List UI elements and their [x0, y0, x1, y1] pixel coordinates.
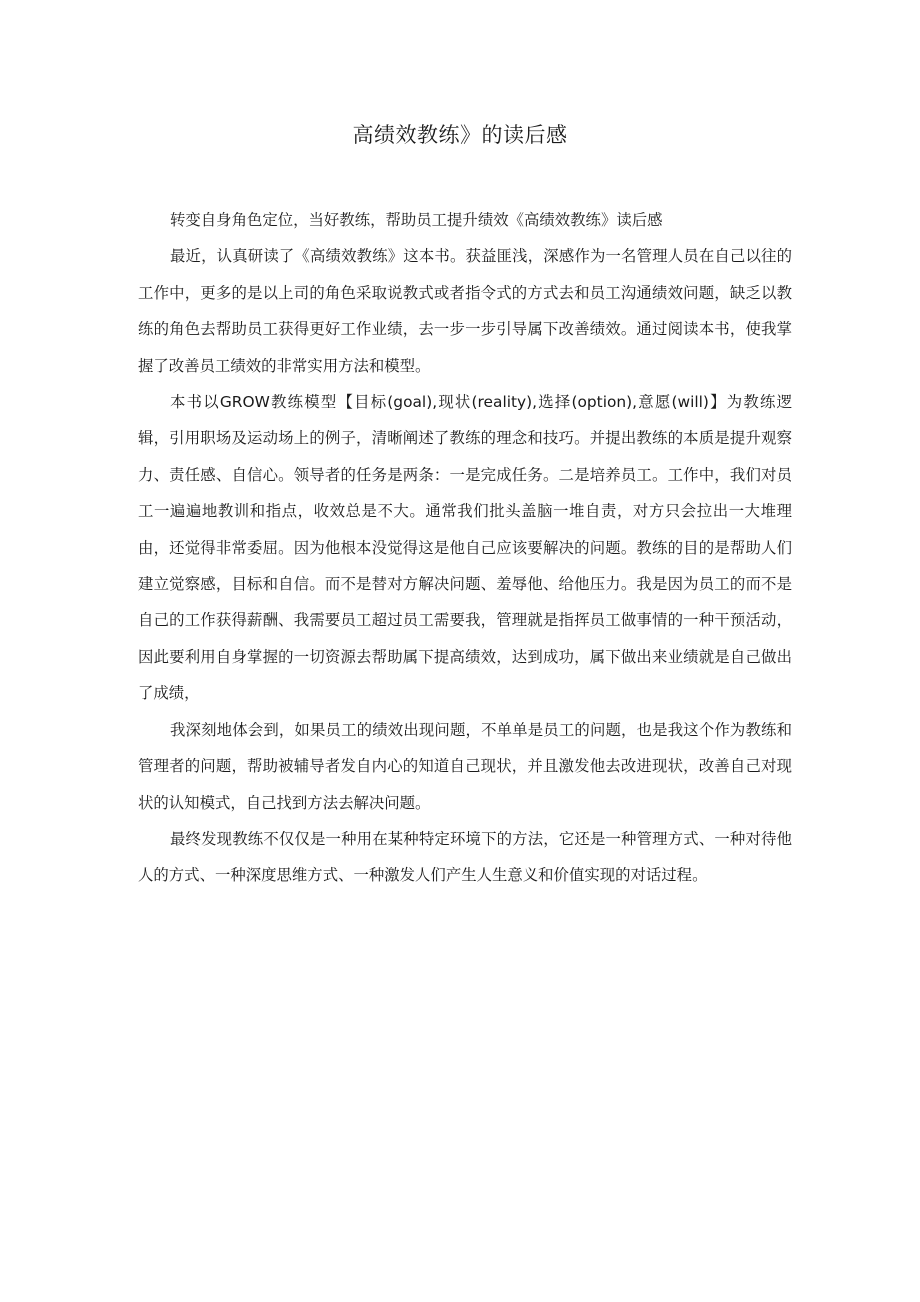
paragraph-subtitle: 转变自身角色定位，当好教练，帮助员工提升绩效《高绩效教练》读后感 [170, 211, 663, 229]
document-body [138, 202, 792, 894]
document-title: 高绩效教练》的读后感 [352, 123, 568, 147]
paragraph-conclusion: 最终发现教练不仅仅是一种用在某种特定环境下的方法，它还是一种管理方式、一种对待他人的方式、一种深度思维方式、一种激发人们产生人生意义和价值实现的对话过程。 [138, 829, 792, 885]
paragraph-introduction: 最近，认真研读了《高绩效教练》这本书。获益匪浅，深感作为一名管理人员在自己以往的工作中，更多的是以上司的角色采取说教式或者指令式的方式去和员工沟通绩效问题，缺乏以教练的角色去帮助员工获得更好工作业绩，去一步一步引导属下改善绩效。通过阅读本书，使我掌握了改善员工绩效的非常实用方法和模型。 [138, 247, 792, 375]
paragraph-grow-model: 本书以GROW教练模型【目标(goal),现状(reality),选择(option),意愿(will)】为教练逻辑，引用职场及运动场上的例子，清晰阐述了教练的理念和技巧。并提出教练的本质是提升观察力、责任感、自信心。领导者的任务是两条：一是完成任务。二是培养员工。工作中，我们对员工一遍遍地教训和指点，收效总是不大。通常我们批头盖脑一堆自责，对方只会拉出一大堆理由，还觉得非常委屈。因为他根本没觉得这是他自己应该要解决的问题。教练的目的是帮助人们建立觉察感，目标和自信。而不是替对方解决问题、羞辱他、给他压力。我是因为员工的而不是自己的工作获得薪酬、我需要员工超过员工需要我，管理就是指挥员工做事情的一种干预活动，因此要利用自身掌握的一切资源去帮助属下提高绩效，达到成功，属下做出来业绩就是自己做出了成绩， [138, 393, 792, 703]
paragraph-reflection: 我深刻地体会到，如果员工的绩效出现问题，不单单是员工的问题，也是我这个作为教练和管理者的问题，帮助被辅导者发自内心的知道自己现状，并且激发他去改进现状，改善自己对现状的认知模式，自己找到方法去解决问题。 [138, 720, 792, 812]
